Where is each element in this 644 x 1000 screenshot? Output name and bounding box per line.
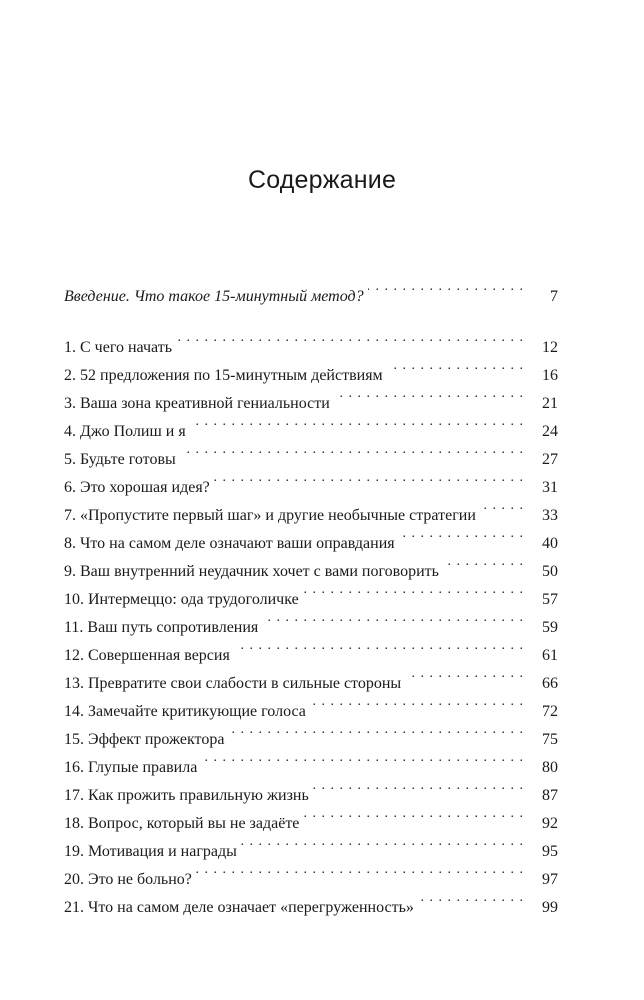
toc-entry-title: Введение. Что такое 15-минутный метод? [64,288,364,305]
dot-leader [405,660,524,688]
dot-leader [313,772,524,800]
toc-entry-title: 13. Превратите свои слабости в сильные стороны [64,675,402,692]
toc-page-number: 97 [542,871,558,888]
toc-page-number: 24 [542,423,558,440]
dot-leader [180,436,524,464]
dot-leader [387,352,524,380]
toc-entry-title: 2. 52 предложения по 15-минутным действиям [64,367,383,384]
toc-page-number: 31 [542,479,558,496]
dot-leader [241,828,524,856]
toc-entry-title: 4. Джо Полиш и я [64,423,186,440]
toc-entry-title: 20. Это не больно? [64,871,192,888]
toc-page-number: 7 [550,288,558,305]
toc-page-number: 33 [542,507,558,524]
dot-leader [480,492,524,520]
toc-entry-title: 9. Ваш внутренний неудачник хочет с вами поговорить [64,563,439,580]
toc-entry-title: 11. Ваш путь сопротивления [64,619,259,636]
dot-leader [234,632,524,660]
toc-page-number: 50 [542,563,558,580]
dot-leader [303,576,524,604]
toc-entry-title: 8. Что на самом деле означают ваши оправдания [64,535,395,552]
toc-page-number: 16 [542,367,558,384]
dot-leader [443,548,524,576]
toc-entry-title: 3. Ваша зона креативной гениальности [64,395,330,412]
toc-entry-intro[interactable] [64,273,558,305]
toc-entry-title: 1. С чего начать [64,339,173,356]
toc-entry-title: 6. Это хорошая идея? [64,479,210,496]
toc-page-number: 92 [542,815,558,832]
dot-leader [190,408,524,436]
toc-entry-title: 14. Замечайте критикующие голоса [64,703,306,720]
toc-entry-title: 19. Мотивация и награды [64,843,237,860]
dot-leader [262,604,524,632]
toc-entry-title: 16. Глупые правила [64,759,198,776]
toc-page-number: 80 [542,759,558,776]
toc-page-number: 61 [542,647,558,664]
toc-page-number: 57 [542,591,558,608]
dot-leader [201,744,524,772]
dot-leader [418,884,524,912]
dot-leader [214,464,524,492]
toc-entry-title: 18. Вопрос, который вы не задаёте [64,815,300,832]
toc-intro [64,273,558,305]
toc-entry-title: 17. Как прожить правильную жизнь [64,787,309,804]
toc-page-number: 12 [542,339,558,356]
toc-page-number: 21 [542,395,558,412]
toc-page-number: 40 [542,535,558,552]
toc-page-number: 95 [542,843,558,860]
dot-leader [399,520,524,548]
toc-entry-title: 21. Что на самом деле означает «перегруженность» [64,899,414,916]
dot-leader [228,716,524,744]
dot-leader [196,856,524,884]
toc-entry-title: 7. «Пропустите первый шаг» и другие необычные стратегии [64,507,476,524]
toc-page-number: 87 [542,787,558,804]
toc-entry[interactable] [64,324,558,356]
toc-page-number: 27 [542,451,558,468]
toc-entry-title: 5. Будьте готовы [64,451,176,468]
toc-page-number: 75 [542,731,558,748]
toc-entry-title: 12. Совершенная версия [64,647,230,664]
toc-page-number: 59 [542,619,558,636]
dot-leader [176,324,524,352]
toc-page-number: 99 [542,899,558,916]
toc-page-number: 66 [542,675,558,692]
dot-leader [334,380,524,408]
toc-page-number: 72 [542,703,558,720]
dot-leader [368,273,524,301]
toc-entry-title: 10. Интермеццо: ода трудоголичке [64,591,299,608]
toc-list [64,324,558,916]
toc-entry-title: 15. Эффект прожектора [64,731,225,748]
dot-leader [310,688,524,716]
dot-leader [303,800,524,828]
page-title: Содержание [247,166,397,194]
